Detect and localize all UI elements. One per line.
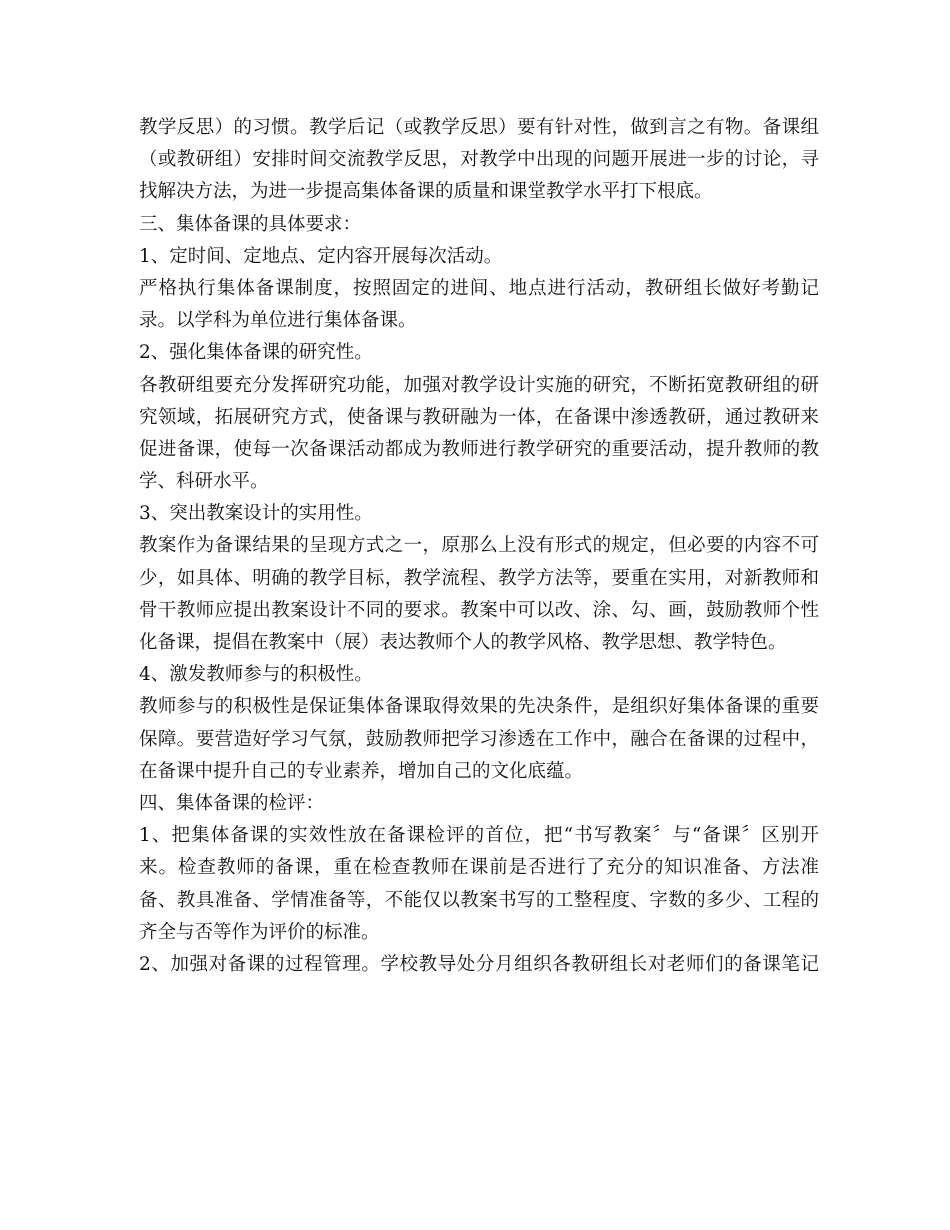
- subsection-heading: 4、激发教师参与的积极性。: [139, 664, 373, 686]
- text-line: 教师参与的积极性是保证集体备课取得效果的先决条件，是组织好集体备课的重要: [139, 696, 819, 718]
- text-line: 在备课中提升自己的专业素养，增加自己的文化底蕴。: [139, 760, 584, 782]
- text-line: 录。以学科为单位进行集体备课。: [139, 310, 417, 332]
- subsection-heading: 2、强化集体备课的研究性。: [139, 342, 373, 364]
- subsection-heading: 3、突出教案设计的实用性。: [139, 503, 373, 525]
- text-line: 保障。要营造好学习气氛，鼓励教师把学习渗透在工作中，融合在备课的过程中，: [139, 728, 819, 750]
- text-line: 少，如具体、明确的教学目标，教学流程、教学方法等，要重在实用，对新教师和: [139, 567, 819, 589]
- document-body: [139, 112, 819, 981]
- text-line: 教学反思）的习惯。教学后记（或教学反思）要有针对性，做到言之有物。备课组: [139, 117, 819, 138]
- text-line: 来。检查教师的备课，重在检查教师在课前是否进行了充分的知识准备、方法准: [139, 857, 819, 879]
- text-line: 备、教具准备、学情准备等，不能仅以教案书写的工整程度、字数的多少、工程的: [139, 889, 819, 911]
- text-line: 教案作为备课结果的呈现方式之一，原那么上没有形式的规定，但必要的内容不可: [139, 535, 819, 557]
- section-heading: 四、集体备课的检评：: [139, 792, 325, 814]
- text-line: 究领域，拓展研究方式，使备课与教研融为一体，在备课中渗透教研，通过教研来: [139, 406, 819, 428]
- text-line: 骨干教师应提出教案设计不同的要求。教案中可以改、涂、勾、画，鼓励教师个性: [139, 599, 819, 621]
- text-line: 学、科研水平。: [139, 471, 269, 493]
- text-line: 齐全与否等作为评价的标准。: [139, 921, 380, 943]
- text-line: （或教研组）安排时间交流教学反思，对教学中出现的问题开展进一步的讨论，寻: [139, 149, 819, 171]
- text-line: 促进备课，使每一次备课活动都成为教师进行教学研究的重要活动，提升教师的教: [139, 438, 819, 460]
- subsection-heading: 1、定时间、定地点、定内容开展每次活动。: [139, 245, 503, 267]
- section-heading: 三、集体备课的具体要求：: [139, 213, 362, 235]
- text-line: 找解决方法，为进一步提高集体备课的质量和课堂教学水平打下根底。: [139, 181, 713, 203]
- text-line: 化备课，提倡在教案中（展）表达教师个人的教学风格、教学思想、教学特色。: [139, 632, 787, 653]
- text-line: 2、加强对备课的过程管理。学校教导处分月组织各教研组长对老师们的备课笔记: [139, 953, 819, 975]
- text-line: 1、把集体备课的实效性放在备课检评的首位，把“书写教案〞与“备课〞区别开: [139, 825, 819, 847]
- text-line: 严格执行集体备课制度，按照固定的进间、地点进行活动，教研组长做好考勤记: [139, 277, 819, 299]
- text-line: 各教研组要充分发挥研究功能，加强对教学设计实施的研究，不断拓宽教研组的研: [139, 374, 819, 396]
